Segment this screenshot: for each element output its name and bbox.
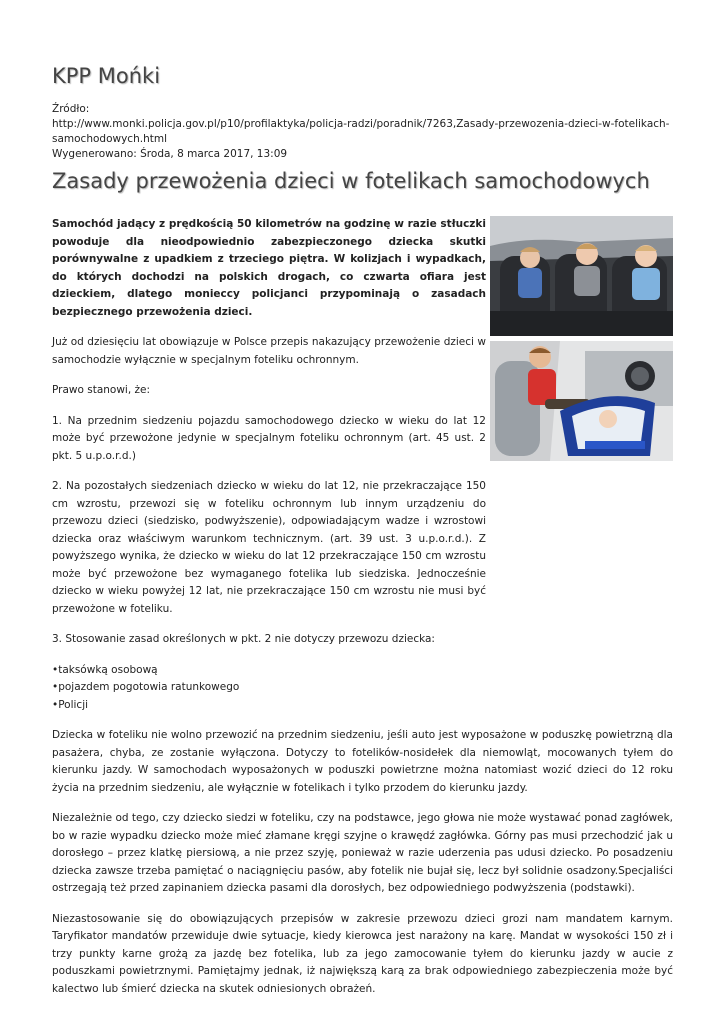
paragraph-rule-2: 2. Na pozostałych siedzeniach dziecko w wieku do lat 12, nie przekraczające 150 cm wzrostu, przewozi się w foteliku ochronnym lub innym urządzeniu do przewozu dzieci (siedzisko, podwyższenie), odpowiadającym wadze i wzrostowi dziecka oraz właściwym warunkom technicznym. (art. 39 ust. 3 u.p.o.r.d.). Z powyższego wynika, że dziecko w wieku do lat 12 przekraczające 150 cm wzrostu może być przewożone bez wymaganego fotelika lub siedziska. Jednocześnie dziecko w wieku powyżej 12 lat, nie przekraczające 150 cm wzrostu nie musi być przewożone w foteliku. xyxy=(52,480,486,615)
source-url[interactable]: http://www.monki.policja.gov.pl/p10/profilaktyka/policja-radzi/poradnik/7263,Zasady-przewozenia-dzieci-w-fotelikach-samochodowych.html xyxy=(52,118,670,145)
generated-date: Wygenerowano: Środa, 8 marca 2017, 13:09 xyxy=(52,148,288,160)
document-meta xyxy=(52,102,673,162)
photo-children-back-seat xyxy=(490,216,673,336)
list-item: • taksówką osobową xyxy=(52,662,673,680)
list-item: • Policji xyxy=(52,697,673,715)
paragraph-penalties: Niezastosowanie się do obowiązujących przepisów w zakresie przewozu dzieci grozi nam mandatem karnym. Taryfikator mandatów przewiduje dwie sytuacje, kiedy kierowca jest narażony na karę. Mandat w wysokości 150 zł i trzy punkty karne grożą za jazdę bez fotelika, lub za jego zamocowanie tyłem do kierunku jazdy w aucie z poduszkami powietrznymi. Pamiętajmy jednak, iż największą karą za brak odpowiedniego zabezpieczenia może być kalectwo lub śmierć dziecka na skutek odniesionych obrażeń. xyxy=(52,912,673,995)
list-item: • pojazdem pogotowia ratunkowego xyxy=(52,679,673,697)
article-title: Zasady przewożenia dzieci w fotelikach samochodowych xyxy=(52,169,650,193)
paragraph-airbag: Dziecka w foteliku nie wolno przewozić na przednim siedzeniu, jeśli auto jest wyposażone w poduszkę powietrzną dla pasażera, chyba, ze zostanie wyłączona. Dotyczy to fotelików-nosidełek dla niemowląt, mocowanych tyłem do kierunku jazdy. W samochodach wyposażonych w poduszki powietrzne można natomiast wozić dzieci do 12 roku życia na przednim siedzeniu, ale wyłącznie w fotelikach i tylko przodem do kierunku jazdy. xyxy=(52,729,673,794)
paragraph-rule-3: 3. Stosowanie zasad określonych w pkt. 2 nie dotyczy przewozu dziecka: xyxy=(52,633,435,645)
paragraph-intro: Już od dziesięciu lat obowiązuje w Polsce przepis nakazujący przewożenie dzieci w samochodzie wyłącznie w specjalnym foteliku ochronnym. xyxy=(52,336,486,366)
paragraph-rule-1: 1. Na przednim siedzeniu pojazdu samochodowego dziecko w wieku do lat 12 może być przewożone jedynie w specjalnym foteliku ochronnym (art. 45 ust. 2 pkt. 5 u.p.o.r.d.) xyxy=(52,414,486,462)
child-and-infant-seat-illustration xyxy=(490,341,673,461)
paragraph-headrest: Niezależnie od tego, czy dziecko siedzi w foteliku, czy na podstawce, jego głowa nie może wystawać ponad zagłówek, bo w razie wypadku dziecko może mieć złamane kręgi szyjne o krawędź zagłówka. Górny pas musi przechodzić jak u dorosłego – przez klatkę piersiową, a nie przez szyję, ponieważ w razie uderzenia pas udusi dziecko. Po posadzeniu dziecka zawsze trzeba pamiętać o naciągnięciu pasów, aby fotelik nie bujał się, lecz był solidnie osadzony.Specjaliści ostrzegają też przed zapinaniem dziecka pasami dla dorosłych, bez odpowiedniego podwyższenia (podstawki). xyxy=(52,812,673,894)
paragraph-law: Prawo stanowi, że: xyxy=(52,384,151,396)
source-label: Źródło: xyxy=(52,103,90,115)
exception-list xyxy=(52,662,673,715)
photo-child-with-infant-seat xyxy=(490,341,673,461)
article-lead: Samochód jadący z prędkością 50 kilometrów na godzinę w razie stłuczki powoduje dla nieodpowiednio zabezpieczonego dziecka skutki porównywalne z upadkiem z trzeciego piętra. W kolizjach i wypadkach, do których dochodzi na polskich drogach, co czwarta ofiara jest dzieckiem, dlatego monieccy policjanci przypominają o zasadach bezpiecznego przewożenia dzieci. xyxy=(52,218,486,318)
photo-column xyxy=(490,216,673,461)
site-title: KPP Mońki xyxy=(52,64,161,88)
children-in-car-seats-illustration xyxy=(490,216,673,336)
